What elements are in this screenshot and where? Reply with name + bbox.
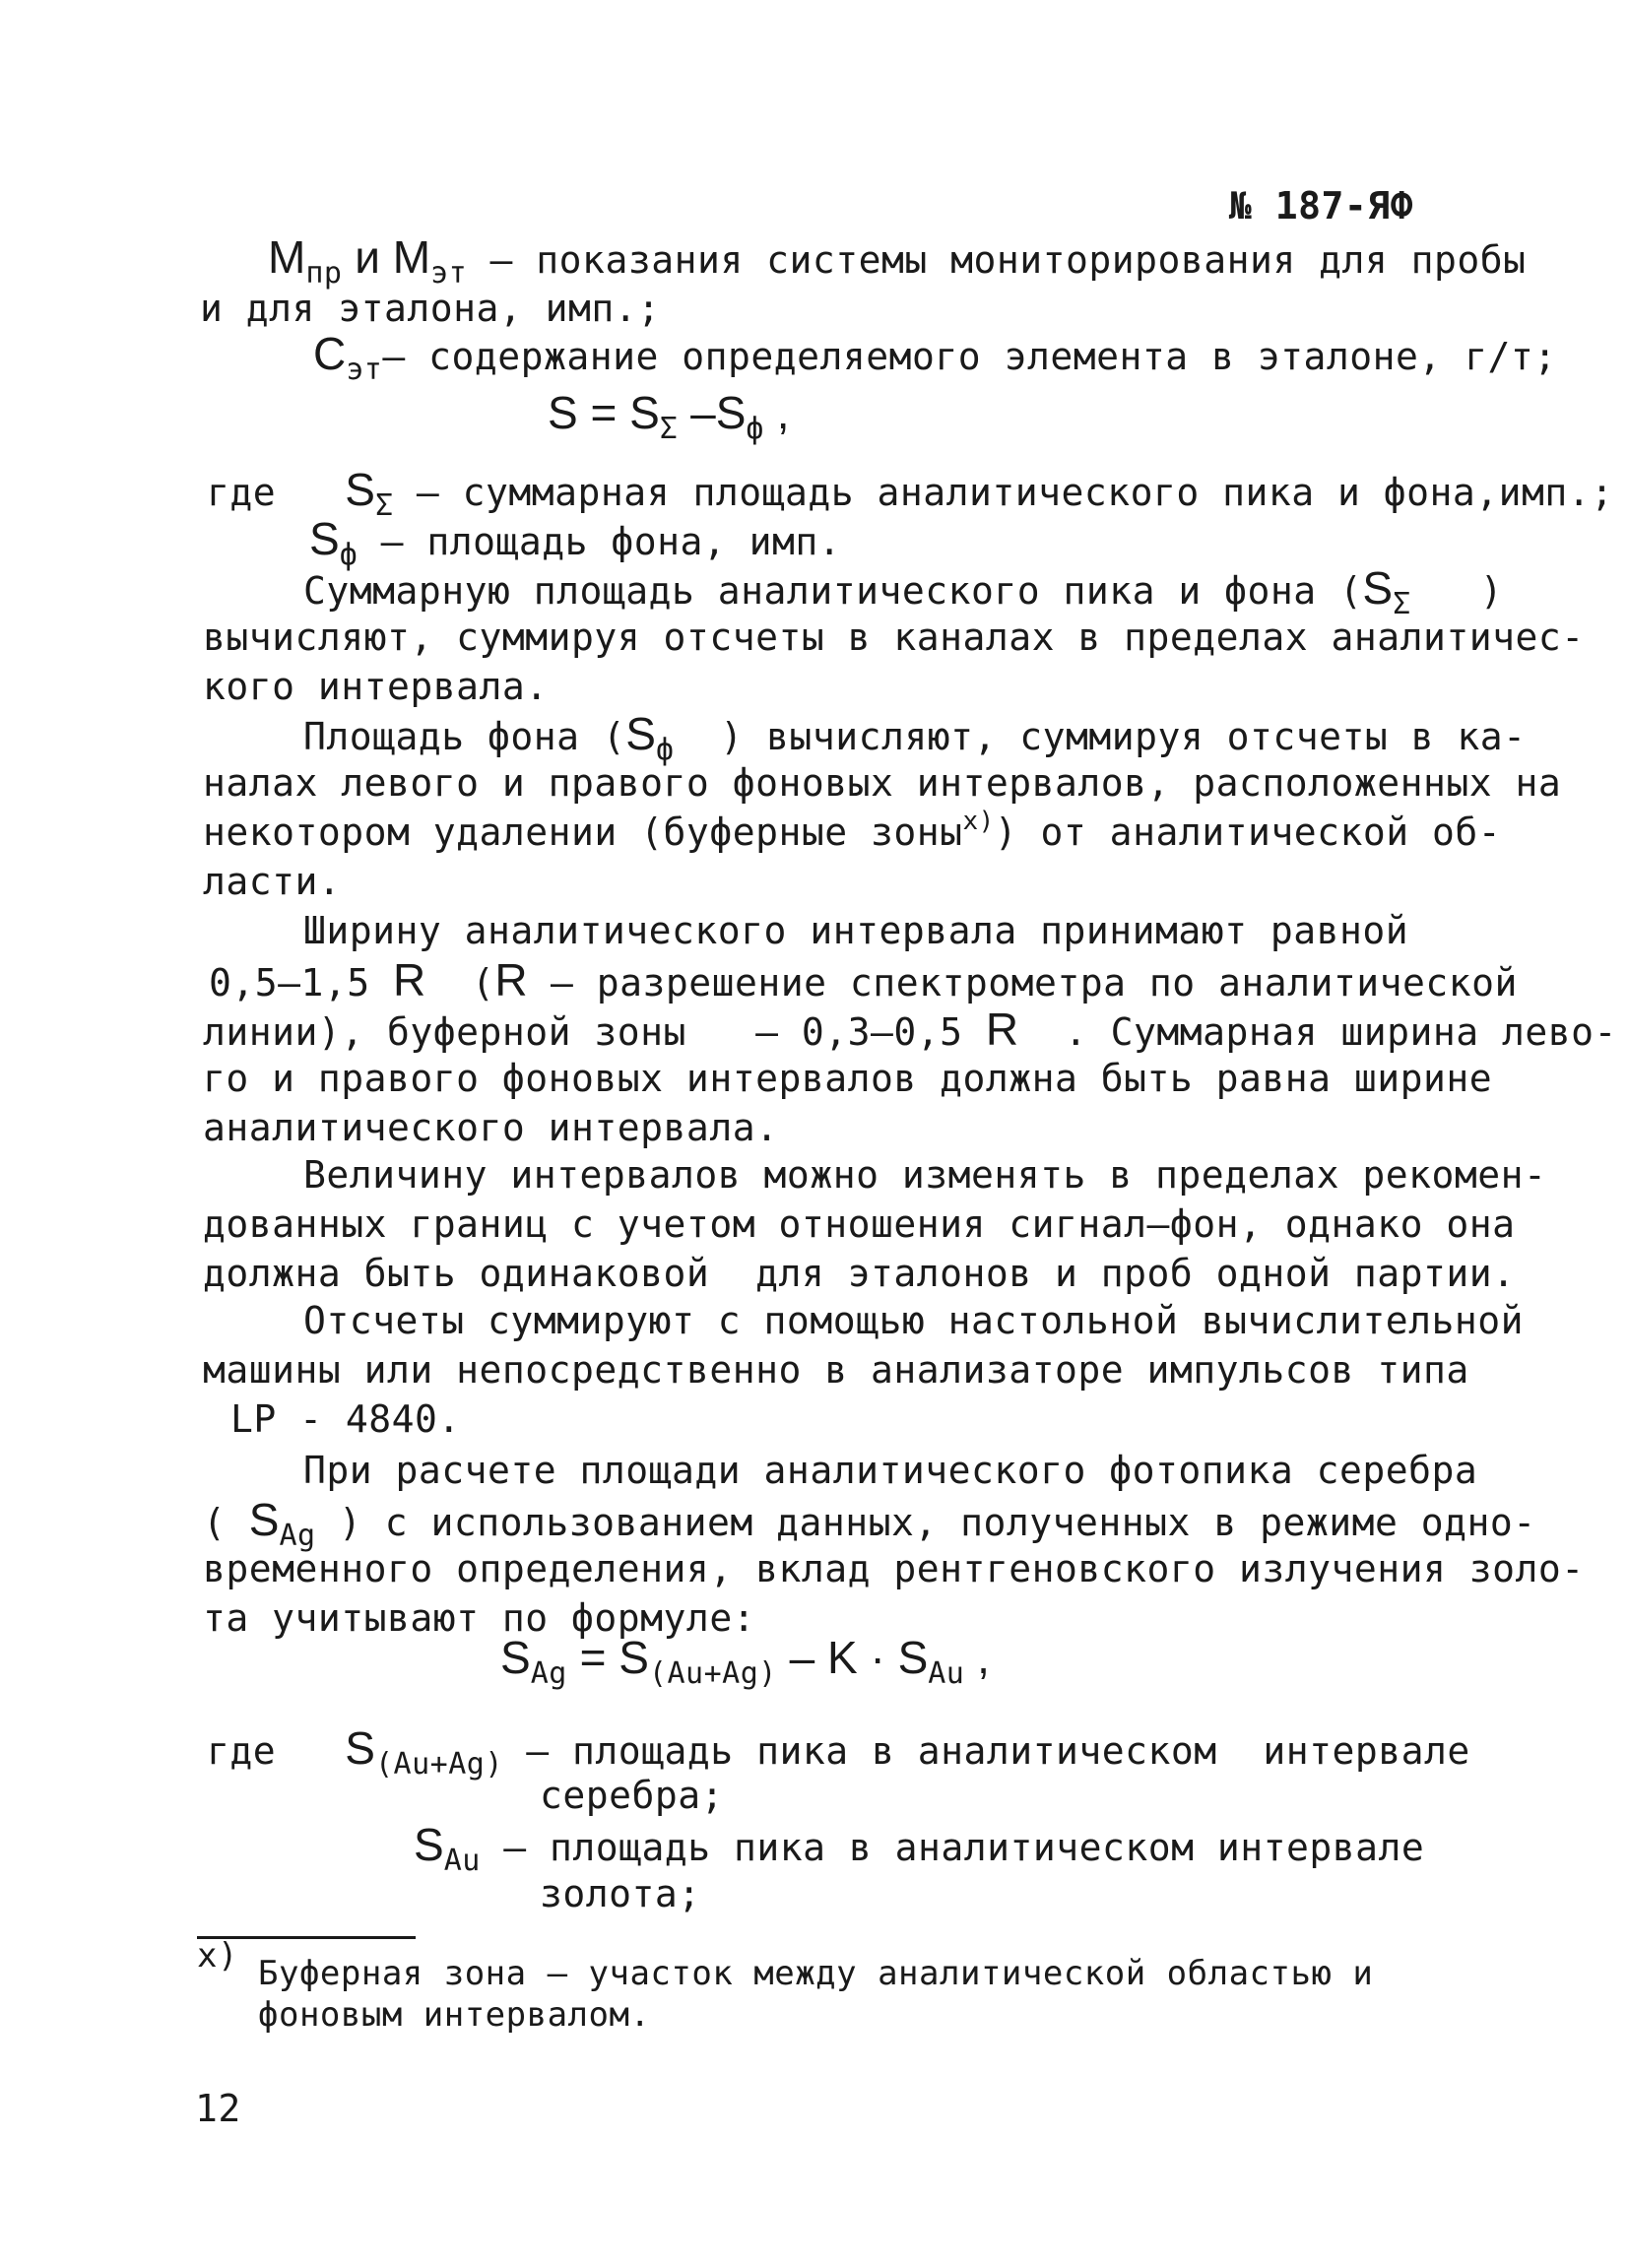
para6-line2: ( $S_{Ag}$ ) с использованием данных, полученных в режиме одно- bbox=[203, 1494, 1536, 1553]
para3-line2: 0,5–1,5 R (R – разрешение спектрометра по аналитической bbox=[209, 954, 1518, 1005]
where-s-au-ag-cont: серебра; bbox=[540, 1774, 725, 1817]
definition-m-line2: и для эталона, имп.; bbox=[200, 287, 661, 330]
para1-line1: Суммарную площадь аналитического пика и фона ($S_\Sigma$ ) bbox=[303, 562, 1504, 621]
where-s-au: $S_{Au}$ – площадь пика в аналитическом интервале bbox=[414, 1819, 1425, 1878]
para6-line3: временного определения, вклад рентгеновского излучения золо- bbox=[203, 1547, 1585, 1590]
para4-line3: должна быть одинаковой для эталонов и проб одной партии. bbox=[203, 1252, 1516, 1295]
para1-line2: вычисляют, суммируя отсчеты в каналах в пределах аналитичес- bbox=[203, 616, 1585, 659]
equation-s: $S = S_\Sigma$ $-S_ф$ , bbox=[548, 387, 790, 446]
where-s-sigma: где $S_\Sigma$ – суммарная площадь аналитического пика и фона,имп.; bbox=[207, 464, 1614, 523]
document-number: № 187-ЯФ bbox=[1229, 184, 1414, 227]
where-s-f: $S_ф$ – площадь фона, имп. bbox=[309, 513, 842, 572]
footnote-mark: x) bbox=[197, 1936, 238, 1976]
para3-line5: аналитического интервала. bbox=[203, 1106, 779, 1149]
definition-m-line1: $М_{пр}$ и $М_{эт}$ – показания системы мониторирования для пробы bbox=[268, 231, 1527, 291]
para2-line3: некотором удалении (буферные зоны$^{x)}$) от аналитической об- bbox=[203, 807, 1502, 854]
footnote-line2: фоновым интервалом. bbox=[258, 1995, 651, 2035]
where-s-au-ag: где $S_{(Au+Ag)}$ – площадь пика в аналитическом интервале bbox=[207, 1722, 1470, 1782]
para3-line1: Ширину аналитического интервала принимают равной bbox=[303, 909, 1409, 952]
para6-line1: При расчете площади аналитического фотопика серебра bbox=[303, 1449, 1478, 1492]
para2-line1: Площадь фона ($S_ф$ ) вычисляют, суммируя отсчеты в ка- bbox=[303, 708, 1527, 767]
where-s-au-cont: золота; bbox=[540, 1872, 701, 1915]
definition-c: $С_{эт}-$ содержание определяемого элемента в эталоне, г/т; bbox=[313, 328, 1557, 387]
page-number: 12 bbox=[195, 2087, 241, 2130]
footnote-line1: Буферная зона – участок между аналитической областью и bbox=[258, 1954, 1374, 1993]
para4-line1: Величину интервалов можно изменять в пределах рекомен- bbox=[303, 1153, 1547, 1197]
para5-line3: LP - 4840. bbox=[230, 1397, 461, 1441]
para3-line3: линии), буферной зоны – 0,3–0,5 R . Суммарная ширина лево- bbox=[203, 1004, 1617, 1055]
para2-line2: налах левого и правого фоновых интервалов, расположенных на bbox=[203, 761, 1562, 805]
para2-line4: ласти. bbox=[203, 860, 342, 903]
para6-line4: та учитывают по формуле: bbox=[203, 1596, 756, 1640]
para5-line2: машины или непосредственно в анализаторе импульсов типа bbox=[203, 1348, 1469, 1392]
para1-line3: кого интервала. bbox=[203, 665, 549, 708]
para3-line4: го и правого фоновых интервалов должна быть равна ширине bbox=[203, 1057, 1493, 1100]
equation-s-ag: $S_{Ag} = S_{(Au+Ag)} - K \cdot S_{Au}$ , bbox=[500, 1632, 990, 1691]
para4-line2: дованных границ с учетом отношения сигнал–фон, однако она bbox=[203, 1202, 1516, 1246]
para5-line1: Отсчеты суммируют с помощью настольной вычислительной bbox=[303, 1299, 1525, 1342]
